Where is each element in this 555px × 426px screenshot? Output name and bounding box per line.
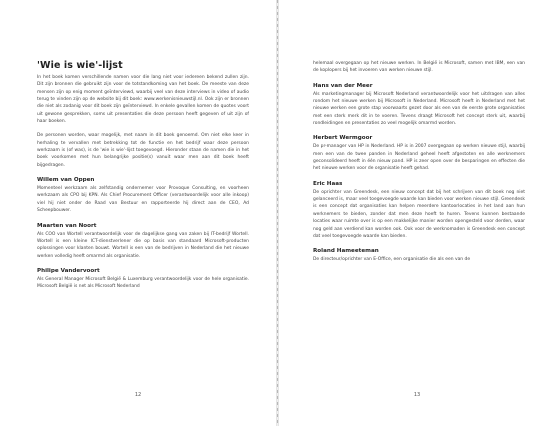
entry-name: Eric Haas — [313, 180, 343, 187]
entry-name: Maarten van Noort — [37, 222, 97, 229]
right-page — [279, 0, 555, 426]
intro-paragraph: In het boek komen verschillende namen voor die lang niet voor iedereen bekend zullen zijn. Dit zijn bronnen die gebruikt zijn voor de totstandkoming van het boek. De meeste van deze mensen zijn op enig moment geïnterviewd, waarbij veel van deze interviews in video of audio terug te vinden zijn op de website bij dit boek: www.werkenisnieuwstijl.nl. Ook zijn er bronnen die niet als zodanig voor dit boek zijn geïnterviewd. In enkele gevallen komen de quotes voort uit gewone gesprekken, soms uit presentaties die deze persoon heeft gegeven of uit zijn of haar boeken. — [37, 75, 249, 125]
entry-name: Willem van Oppen — [37, 177, 95, 184]
left-page-content — [37, 60, 249, 298]
entry-description: Als marketingmanager bij Microsoft Nederland verantwoordelijk voor het uitdragen van alles rondom het nieuwe werken bij Microsoft in Nederland. Microsoft heeft in Nederland met het nieuwe werken een grote stap voorwaarts gezet door als een van de eerste grote organisaties met een sterk merk dit in te voeren. Tevens draagt Microsoft het concept sterk uit, waarbij rondleidingen en presentaties zo veel mogelijk omarmd worden. — [313, 91, 525, 127]
entry-description: De oprichter van Greendesk, een nieuw concept dat bij het schrijven van dit boek nog niet gelanceerd is, maar veel toegevoegde waarde kan bieden voor werken nieuwe stijl. Greendesk is een concept dat organisaties kan helpen meerdere kantoorlocaties in het land aan hun werknemers te bieden, zonder dat men deze hoeft te huren. Tevens kunnen bestaande locaties waar ruimte over is op een makkelijke manier worden opengesteld voor derden, waar nog geld aan verdiend kan worden ook. Ook voor de werknomaden is Greendesk een concept dat veel toegevoegde waarde kan bieden. — [313, 189, 525, 239]
entry-name: Herbert Wermgoor — [313, 135, 373, 142]
entry-name: Philipe Vandervoort — [37, 267, 100, 274]
intro-paragraph: De personen worden, waar mogelijk, met naam in dit boek genoemd. Om niet elke keer in herhaling te vervallen met betrekking tot de functie en het bedrijf waar deze persoon werkzaam is (of was), is de 'wie is wie'-lijst toegevoegd. Hieronder staan de namen die in het boek voorkomen met hun belangrijke positie(s) vanuit waar men aan dit boek heeft bijgedragen. — [37, 133, 249, 168]
page-number: 13 — [413, 392, 421, 398]
entry-description: Momenteel werkzaam als zelfstandig ondernemer voor Provoque Consulting, en voorheen werkzaam als CPO bij KPN. Als Chief Procurement Officer (verantwoordelijk voor alle inkoop) viel hij niet onder de Raad van Bestuur en rapporteerde hij direct aan de CEO, Ad Scheepbouwer. — [37, 186, 249, 214]
left-page — [0, 0, 276, 426]
entry-description: Als COO van Wortell verantwoordelijk voor de dagelijkse gang van zaken bij IT-bedrijf Wortell. Wortell is een kleine ICT-dienstverlener die op basis van standaard Microsoft-producten oplossingen voor klanten bouwt. Wortell is een van de bedrijven in Nederland die het nieuwe werken volledig heeft omarmd als organisatie. — [37, 231, 249, 259]
entry-name: Hans van der Meer — [313, 82, 373, 89]
right-page-content — [313, 60, 525, 271]
entry-description: Als General Manager Microsoft België & Luxemburg verantwoordelijk voor de hele organisatie. Microsoft België is net als Microsoft Nederland — [37, 276, 249, 290]
entry-description: De pr-manager van HP in Nederland. HP is in 2007 overgegaan op werken nieuwe stijl, waarbij men een van de twee panden in Nederland geheel heeft afgestoten en alle werknemers geconsolideerd heeft in één nieuw pand. HP is zeer open over de besparingen en effecten die het nieuwe werken voor de organisatie heeft gehad. — [313, 144, 525, 172]
entry-name: Roland Hameeteman — [313, 248, 379, 255]
page-title: 'Wie is wie'-lijst — [37, 60, 123, 71]
page-number: 12 — [134, 392, 142, 398]
entry-description: De directeur/oprichter van E-Office, een organisatie die als een van de — [313, 257, 471, 263]
continued-paragraph: helemaal overgegaan op het nieuwe werken. In België is Microsoft, samen met IBM, een van de koplopers bij het invoeren van werken nieuwe stijl. — [313, 61, 525, 74]
